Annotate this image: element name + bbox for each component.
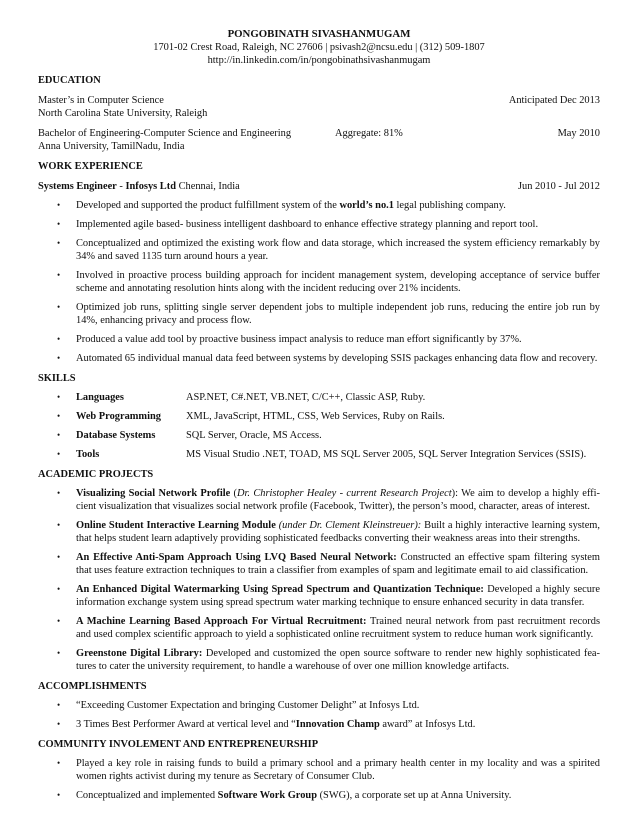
- degree: Bachelor of Engineering-Computer Science and Engineering: [38, 128, 292, 139]
- bullet-icon: •: [57, 353, 61, 363]
- list-item: • A Machine Learning Based Approach For Virtual Recruitment: Trained neural network from past recruitment records and used complex scientific approach to yield a sophisticated online recruitment system to reduce human work significantly.: [57, 616, 600, 640]
- skill-row: [38, 410, 600, 423]
- bullet-icon: •: [57, 648, 61, 658]
- bullet-icon: •: [57, 238, 61, 248]
- list-item: • Online Student Interactive Learning Module (under Dr. Clement Kleinstreuer): Built a highly interactive learning system, that helps student learn adaptively providing sophisticated feedbacks converting their weakness areas into their strengths.: [57, 520, 600, 544]
- bullet-icon: •: [57, 488, 61, 498]
- resume-page: [38, 28, 600, 802]
- job-company: Infosys Ltd: [125, 181, 176, 192]
- skill-key: Tools: [76, 449, 100, 460]
- bullet-icon: •: [57, 334, 61, 344]
- skill-value: MS Visual Studio .NET, TOAD, MS SQL Server 2005, SQL Server Integration Services (SSIS).: [186, 449, 587, 460]
- list-item: • Optimized job runs, splitting single server dependent jobs to multiple independent job runs, reducing the entire job run by 14%, enhancing privacy and process flow.: [57, 302, 600, 326]
- work-bullets: [38, 199, 600, 365]
- list-item: • 3 Times Best Performer Award at vertical level and “Innovation Champ award” at Infosys Ltd.: [57, 719, 476, 730]
- community-list: [38, 757, 600, 802]
- job-line: [38, 180, 600, 193]
- linkedin-url: http://in.linkedin.com/in/pongobinathsivashanmugam: [207, 55, 431, 66]
- skills-heading: SKILLS: [38, 373, 76, 384]
- bullet-icon: •: [57, 584, 61, 594]
- skill-row: [38, 391, 600, 404]
- education-heading: EDUCATION: [38, 75, 101, 86]
- projects-list: [38, 487, 600, 673]
- list-item: • An Enhanced Digital Watermarking Using Spread Spectrum and Quantization Technique: Developed a highly secure information exchange system using spread spectrum water marking technique to ensure enhanced security in data transfer.: [57, 584, 600, 608]
- skill-value: XML, JavaScript, HTML, CSS, Web Services, Ruby on Rails.: [186, 411, 445, 422]
- school: North Carolina State University, Raleigh: [38, 108, 208, 119]
- list-item: • Played a key role in raising funds to build a primary school and a primary health center in my locality and was a spirited women rights activist during my tenure as Secretary of Consumer Club.: [57, 758, 600, 782]
- degree: Master’s in Computer Science: [38, 95, 164, 106]
- job-date: Jun 2010 - Jul 2012: [518, 181, 600, 192]
- job-role: Systems Engineer: [38, 181, 117, 192]
- work-heading: WORK EXPERIENCE: [38, 161, 143, 172]
- candidate-name: PONGOBINATH SIVASHANMUGAM: [227, 28, 411, 40]
- skill-row: [38, 448, 600, 461]
- skills-list: [38, 391, 600, 461]
- list-item: • An Effective Anti-Spam Approach Using LVQ Based Neural Network: Constructed an effective spam filtering system that uses feature extraction techniques to train a classifier from examples of spam and legitimate email to aid classification.: [57, 552, 600, 576]
- bullet-icon: •: [57, 758, 61, 768]
- bullet-icon: •: [57, 430, 61, 440]
- bullet-icon: •: [57, 302, 61, 312]
- skill-key: Languages: [76, 392, 124, 403]
- job-separator: -: [116, 181, 126, 192]
- bullet-icon: •: [57, 616, 61, 626]
- skill-row: [38, 429, 600, 442]
- education-item-masters: [38, 94, 600, 107]
- bullet-icon: •: [57, 719, 61, 729]
- date: May 2010: [557, 128, 600, 139]
- skill-value: ASP.NET, C#.NET, VB.NET, C/C++, Classic ASP, Ruby.: [186, 392, 426, 403]
- skill-key: Web Programming: [76, 411, 161, 422]
- list-item: • Visualizing Social Network Profile (Dr. Christopher Healey - current Research Project): We aim to develop a highly effi-cient visualization that visualizes social network profile (Facebook, Twitter), the person’s mood, character, areas of interest.: [57, 488, 600, 512]
- bullet-icon: •: [57, 552, 61, 562]
- school: Anna University, TamilNadu, India: [38, 141, 185, 152]
- list-item: • Implemented agile based- business intelligent dashboard to enhance effective strategy planning and report tool.: [57, 219, 539, 230]
- skill-key: Database Systems: [76, 430, 156, 441]
- community-heading: COMMUNITY INVOLEMENT AND ENTREPRENEURSHIP: [38, 739, 319, 750]
- list-item: • Greenstone Digital Library: Developed and customized the open source software to render new highly sophisticated fea-tures to cater the university requirement, to handle a warehouse of over one million knowledge artifacts.: [57, 648, 601, 672]
- list-item: • Conceptualized and implemented Software Work Group (SWG), a corporate set up at Anna University.: [57, 790, 512, 801]
- list-item: • Involved in proactive process building approach for incident management system, developing acceptance of service buffer scheme and annotating resolution hints along with the incident reducing over 21% incidents.: [57, 270, 600, 294]
- list-item: • Conceptualized and optimized the existing work flow and data storage, which increased the system efficiency remarkably by 34% and saved 1135 turn around hours a year.: [57, 238, 600, 262]
- list-item: • Automated 65 individual manual data feed between systems by developing SSIS packages enhancing data flow and recovery.: [57, 353, 598, 364]
- bullet-icon: •: [57, 200, 61, 210]
- bullet-icon: •: [57, 270, 61, 280]
- education-item-bachelors: [38, 127, 600, 140]
- contact-line: 1701-02 Crest Road, Raleigh, NC 27606 | psivash2@ncsu.edu | (312) 509-1807: [153, 42, 485, 53]
- bullet-icon: •: [57, 449, 61, 459]
- date: Anticipated Dec 2013: [508, 95, 600, 106]
- job-location: Chennai, India: [175, 181, 240, 192]
- bullet-icon: •: [57, 219, 61, 229]
- accomplishments-list: [38, 699, 600, 731]
- bullet-icon: •: [57, 392, 61, 402]
- list-item: • Developed and supported the product fulfillment system of the world’s no.1 legal publishing company.: [57, 200, 506, 211]
- bullet-icon: •: [57, 700, 61, 710]
- list-item: • “Exceeding Customer Expectation and bringing Customer Delight” at Infosys Ltd.: [57, 700, 420, 711]
- bullet-icon: •: [57, 411, 61, 421]
- bullet-icon: •: [57, 790, 61, 800]
- accomplishments-heading: ACCOMPLISHMENTS: [38, 681, 147, 692]
- aggregate: Aggregate: 81%: [335, 128, 403, 139]
- bullet-icon: •: [57, 520, 61, 530]
- projects-heading: ACADEMIC PROJECTS: [38, 469, 154, 480]
- skill-value: SQL Server, Oracle, MS Access.: [186, 430, 322, 441]
- list-item: • Produced a value add tool by proactive business impact analysis to reduce man effort significantly by 37%.: [57, 334, 522, 345]
- resume-header: [38, 28, 600, 67]
